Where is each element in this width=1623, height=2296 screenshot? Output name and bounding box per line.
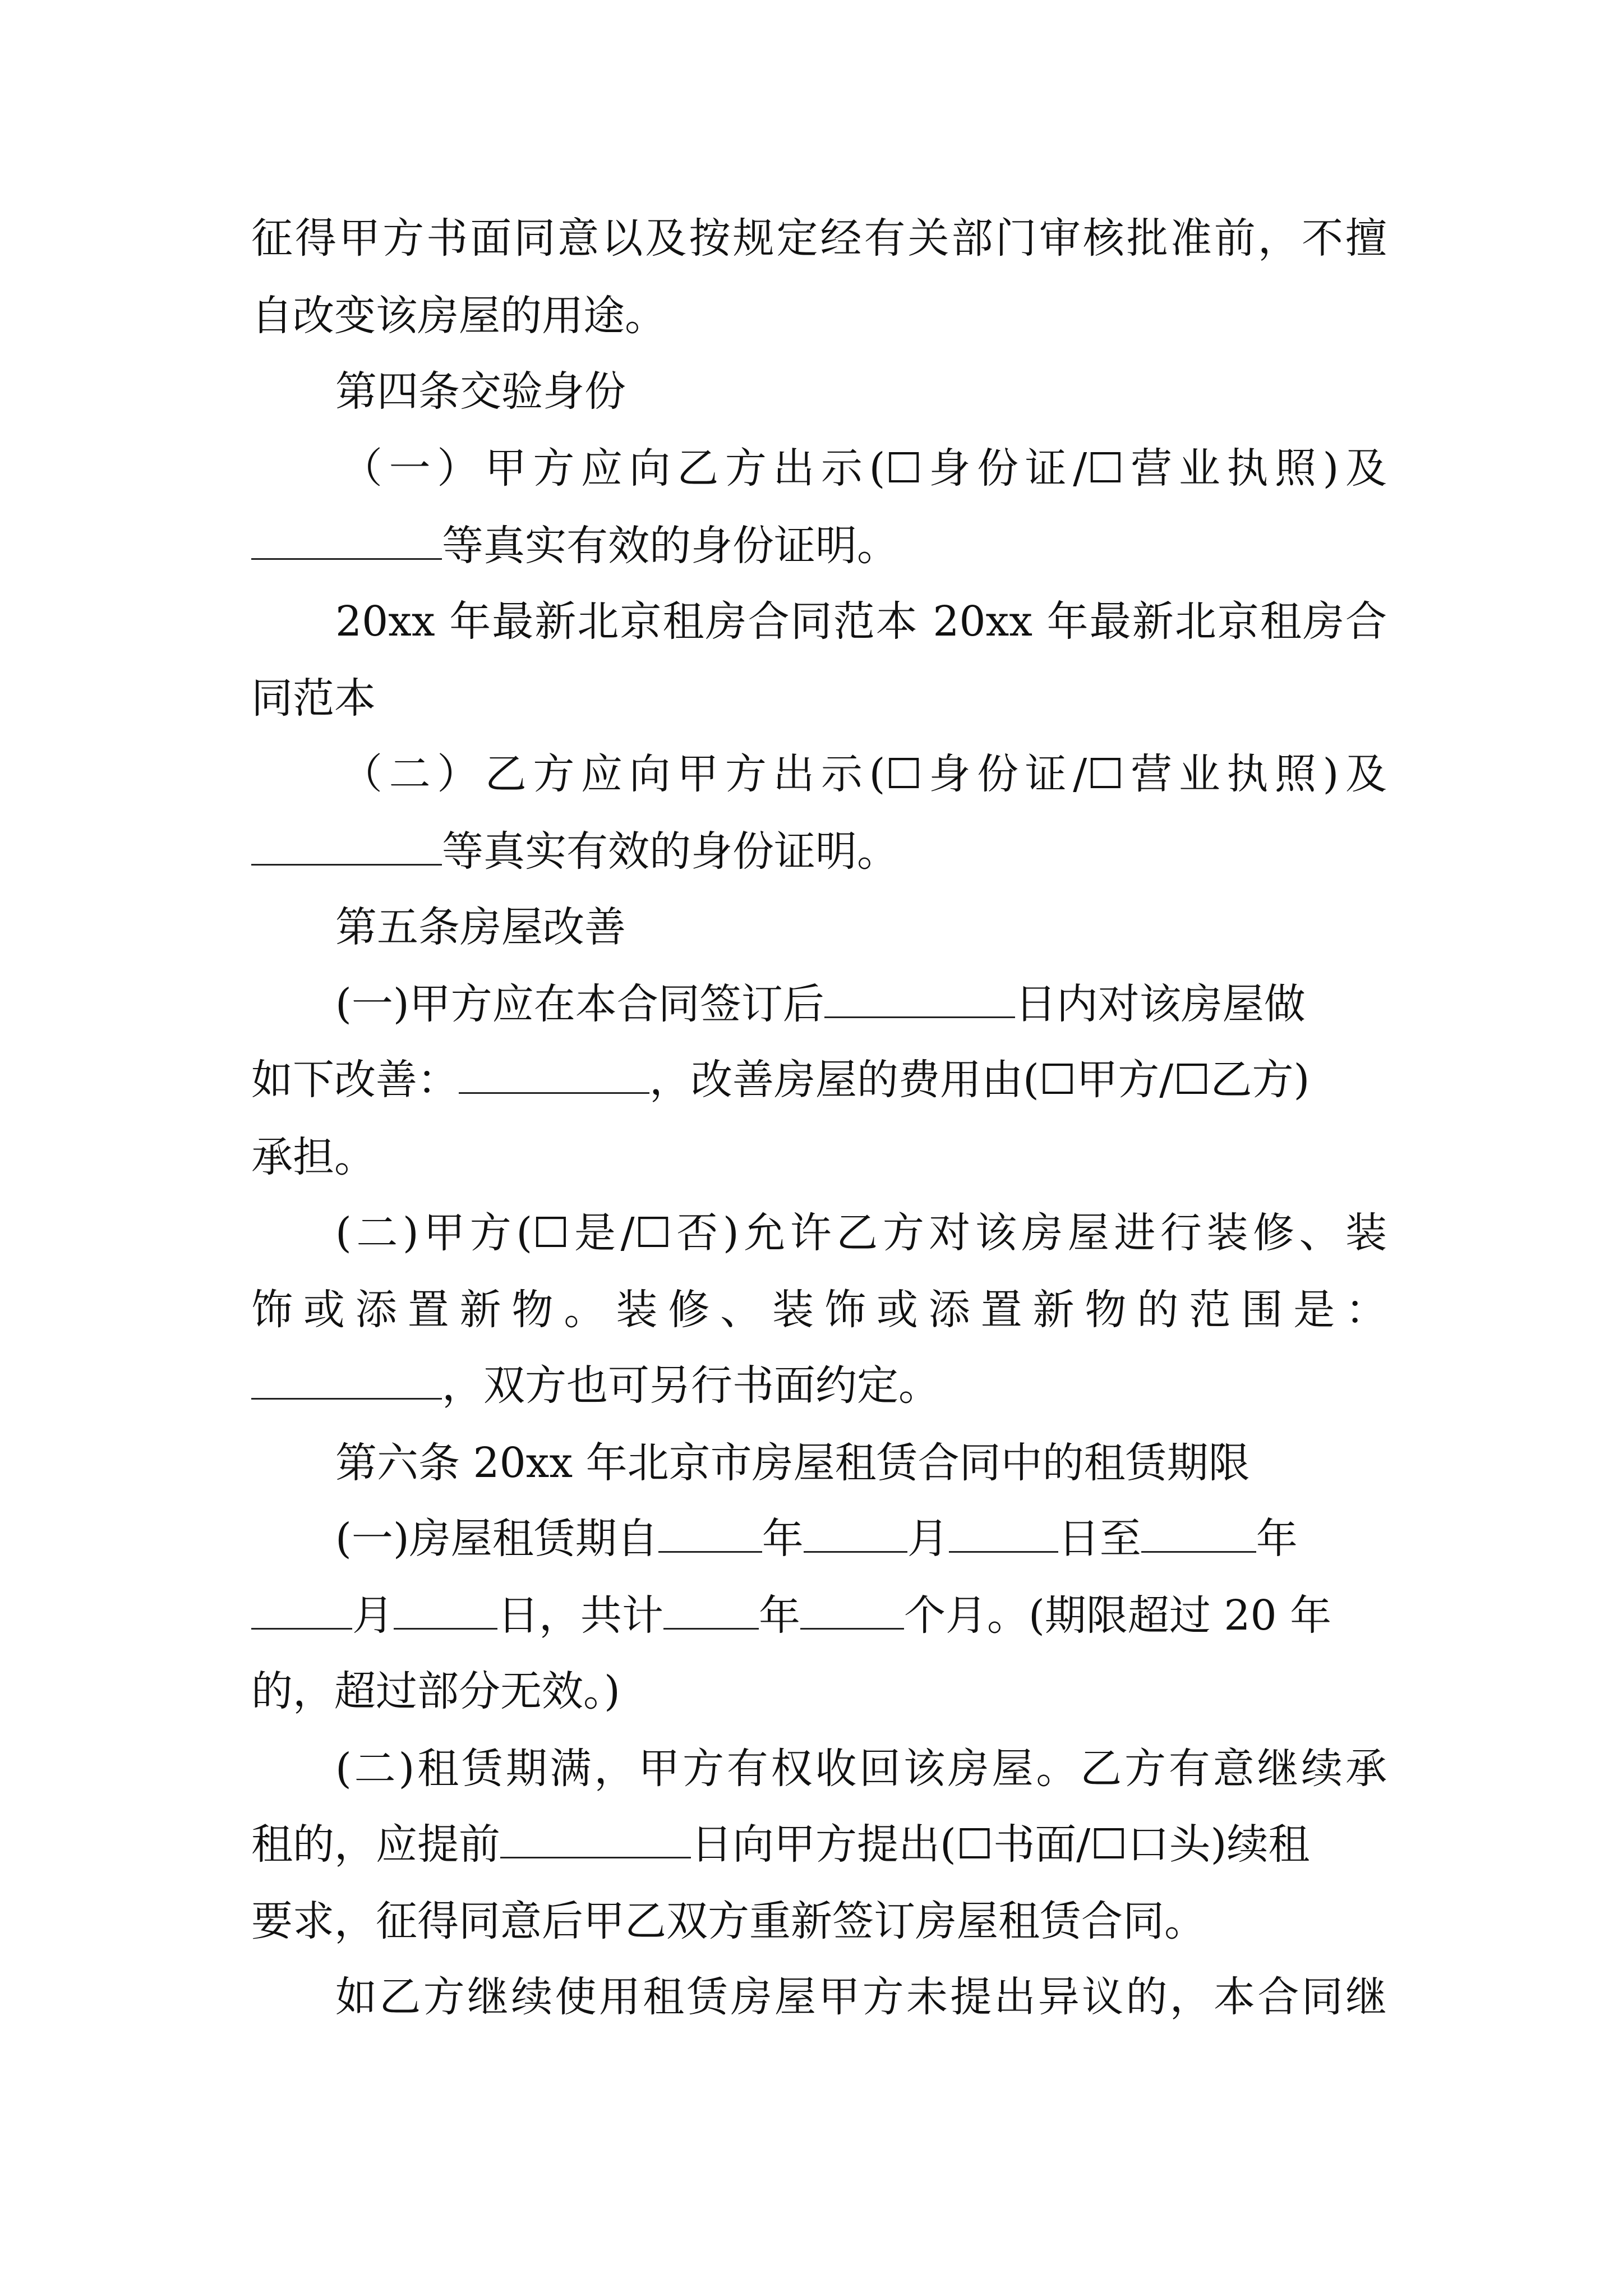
- paragraph-line: 的，超过部分无效。): [251, 1667, 620, 1715]
- paragraph-line: 饰或添置新物。装修、装饰或添置新物的范围是：: [251, 1286, 1387, 1334]
- fill-in-blank[interactable]: [394, 1594, 497, 1630]
- paragraph-line: 等真实有效的身份证明。: [251, 515, 1387, 577]
- fill-in-blank[interactable]: [663, 1594, 759, 1630]
- section-heading: 第四条交验身份: [335, 367, 626, 416]
- fill-in-blank[interactable]: [804, 1517, 907, 1553]
- section-heading: 第五条房屋改善: [335, 903, 626, 951]
- paragraph-line: 月 日，共计 年 个月。(期限超过 20 年: [251, 1585, 1387, 1646]
- paragraph-line: 同范本: [251, 674, 376, 723]
- paragraph-line: 租的，应提前 日向甲方提出(☐书面/☐口头)续租: [251, 1820, 1310, 1869]
- fill-in-blank[interactable]: [658, 1517, 762, 1553]
- fill-in-blank[interactable]: [1141, 1517, 1256, 1553]
- fill-in-blank[interactable]: [459, 1059, 649, 1094]
- paragraph-line: 等真实有效的身份证明。: [251, 821, 1387, 882]
- paragraph-line: (一)房屋租赁期自 年 月 日至 年: [335, 1515, 1298, 1563]
- paragraph-line: 20xx 年最新北京租房合同范本 20xx 年最新北京租房合: [335, 597, 1387, 646]
- paragraph-line: 如下改善： ，改善房屋的费用由(☐甲方/☐乙方): [251, 1056, 1310, 1104]
- paragraph-line: 如乙方继续使用租赁房屋甲方未提出异议的，本合同继: [335, 1973, 1387, 2021]
- paragraph-line: (二)甲方(☐是/☐否)允许乙方对该房屋进行装修、装: [335, 1209, 1387, 1257]
- fill-in-blank[interactable]: [824, 983, 1015, 1018]
- paragraph-line: ，双方也可另行书面约定。: [251, 1355, 1387, 1416]
- paragraph-line: 自改变该房屋的用途。: [251, 292, 666, 340]
- fill-in-blank[interactable]: [251, 1594, 352, 1630]
- paragraph-line: （一）甲方应向乙方出示(☐身份证/☐营业执照)及: [341, 444, 1387, 493]
- paragraph-line: 承担。: [251, 1133, 376, 1181]
- fill-in-blank[interactable]: [500, 1823, 691, 1858]
- fill-in-blank[interactable]: [800, 1594, 904, 1630]
- paragraph-line: (二)租赁期满，甲方有权收回该房屋。乙方有意继续承: [335, 1745, 1387, 1793]
- paragraph-line: (一)甲方应在本合同签订后 日内对该房屋做: [335, 980, 1306, 1028]
- fill-in-blank[interactable]: [251, 830, 442, 866]
- fill-in-blank[interactable]: [251, 1364, 442, 1400]
- paragraph-line: （二）乙方应向甲方出示(☐身份证/☐营业执照)及: [341, 750, 1387, 798]
- fill-in-blank[interactable]: [251, 524, 442, 560]
- paragraph-line: 要求，征得同意后甲乙双方重新签订房屋租赁合同。: [251, 1897, 1206, 1945]
- section-heading: 第六条 20xx 年北京市房屋租赁合同中的租赁期限: [335, 1439, 1250, 1487]
- paragraph-line: 征得甲方书面同意以及按规定经有关部门审核批准前，不擅: [251, 214, 1387, 263]
- fill-in-blank[interactable]: [949, 1517, 1058, 1553]
